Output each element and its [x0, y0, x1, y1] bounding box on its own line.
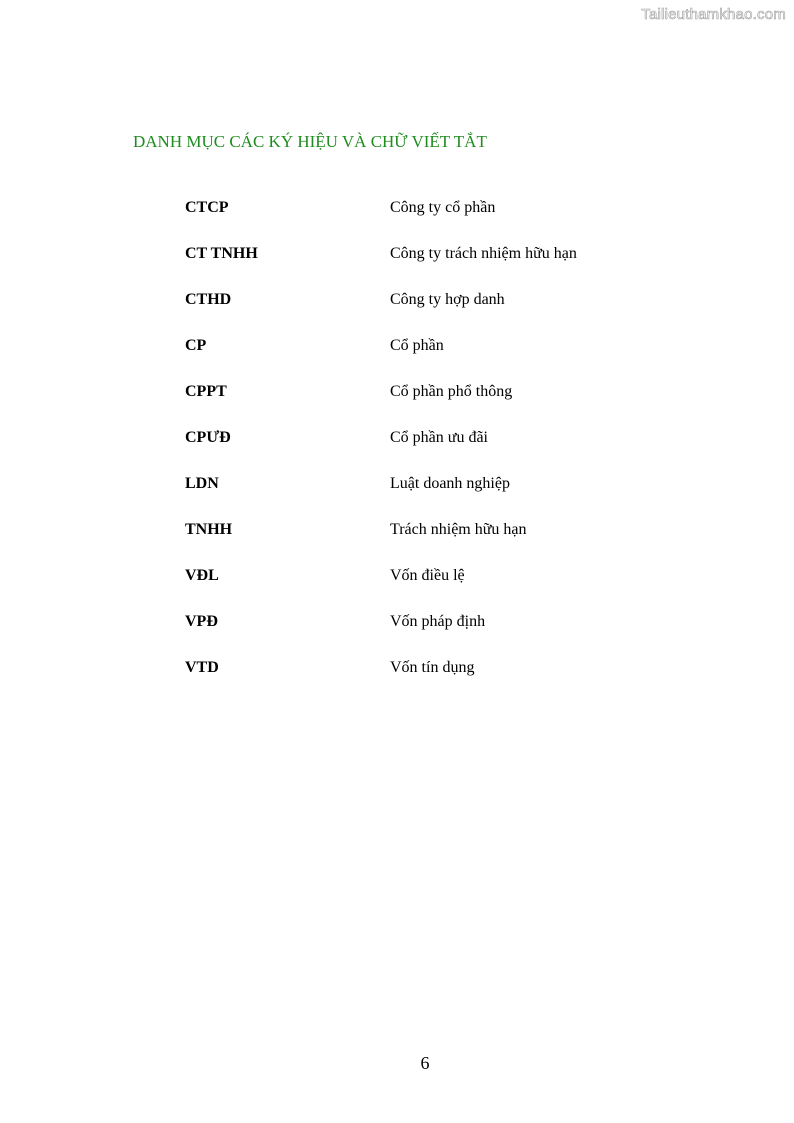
abbreviation-definition: Cổ phần phổ thông [390, 383, 513, 400]
list-item [185, 242, 645, 288]
page-number: 6 [420, 1053, 430, 1073]
list-item [185, 196, 645, 242]
abbreviation-definition: Luật doanh nghiệp [390, 475, 510, 492]
abbreviation-term: CP [185, 337, 207, 354]
list-item [185, 334, 645, 380]
watermark: Tailieuthamkhao.com [641, 6, 786, 23]
list-item [185, 564, 645, 610]
abbreviation-definition: Vốn tín dụng [390, 659, 475, 676]
abbreviation-term: LDN [185, 475, 219, 492]
page-title: DANH MỤC CÁC KÝ HIỆU VÀ CHỮ VIẾT TẮT [133, 132, 487, 151]
abbreviation-term: VĐL [185, 567, 219, 584]
abbreviation-definition: Vốn điều lệ [390, 567, 465, 584]
list-item [185, 518, 645, 564]
abbreviation-definition: Cổ phần ưu đãi [390, 429, 488, 446]
abbreviation-definition: Công ty cổ phần [390, 199, 496, 216]
abbreviation-term: TNHH [185, 521, 233, 538]
abbreviation-definition: Công ty trách nhiệm hữu hạn [390, 245, 577, 262]
abbreviation-definition: Công ty hợp danh [390, 291, 505, 308]
list-item [185, 288, 645, 334]
abbreviation-definition: Trách nhiệm hữu hạn [390, 521, 527, 538]
list-item [185, 426, 645, 472]
list-item [185, 610, 645, 656]
abbreviation-term: CTCP [185, 199, 229, 216]
abbreviation-term: VTD [185, 659, 219, 676]
abbreviation-term: VPĐ [185, 613, 218, 630]
abbreviation-term: CPPT [185, 383, 227, 400]
abbreviation-term: CPƯĐ [185, 429, 231, 446]
list-item [185, 472, 645, 518]
abbreviation-definition: Vốn pháp định [390, 613, 486, 630]
abbreviation-definition: Cổ phần [390, 337, 444, 354]
list-item [185, 656, 645, 702]
abbreviation-list [185, 196, 645, 702]
list-item [185, 380, 645, 426]
abbreviation-term: CT TNHH [185, 245, 258, 262]
abbreviation-term: CTHD [185, 291, 232, 308]
